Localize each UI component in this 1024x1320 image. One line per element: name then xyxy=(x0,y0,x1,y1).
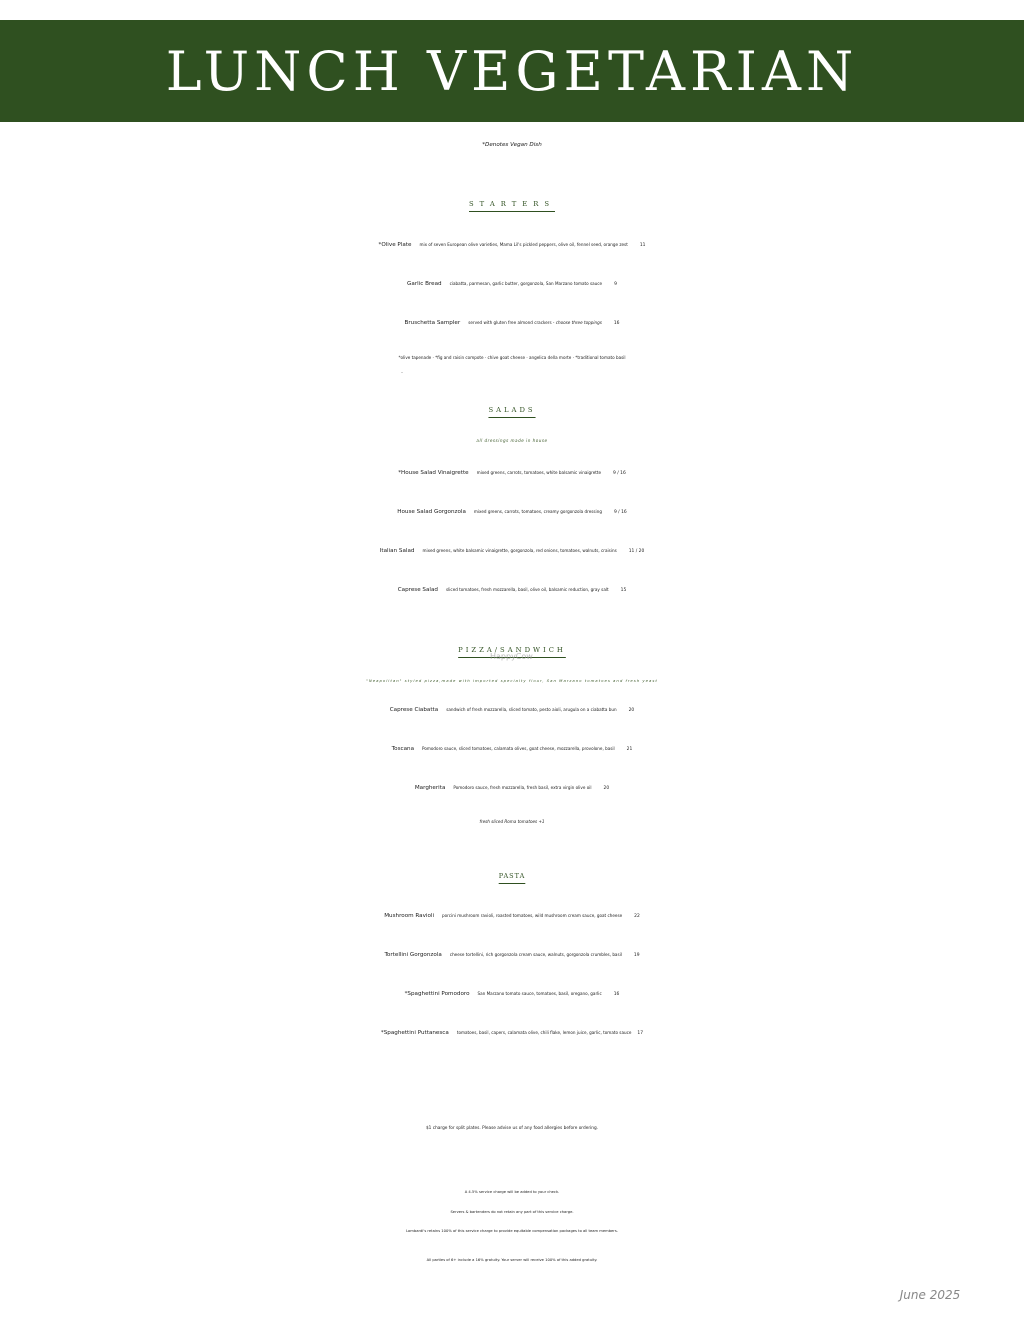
item-name: Caprese Salad xyxy=(397,587,438,593)
item-description: San Marzano tomato sauce, tomatoes, basil, oregano, garlic xyxy=(477,991,602,996)
section-subtitle-pizza: "Neapolitan" styled pizza,made with imported specialty flour, San Marzano tomatoes and fresh yeast xyxy=(366,678,658,683)
vegan-note: *Denotes Vegan Dish xyxy=(482,142,542,148)
item-description: mix of seven European olive varieties, Mama Lil's pickled peppers, olive oil, fennel seed, orange zest xyxy=(419,242,628,247)
item-name: *Spaghettini Pomodoro xyxy=(404,991,470,997)
title-banner xyxy=(0,20,1024,122)
item-name: House Salad Gorgonzola xyxy=(397,509,466,515)
item-description: Pomodoro sauce, fresh mozzarella, fresh basil, extra virgin olive oil xyxy=(453,785,592,790)
section-heading-starters: STARTERS xyxy=(469,200,555,208)
item-name: *Spaghettini Puttanesca xyxy=(380,1030,449,1036)
menu-item xyxy=(0,509,1024,515)
menu-item xyxy=(0,587,1024,593)
item-price: 9 / 16 xyxy=(613,510,627,515)
item-name: Italian Salad xyxy=(379,548,415,554)
item-name: Tortellini Gorgonzola xyxy=(384,952,442,958)
item-price: 11 / 20 xyxy=(628,549,645,554)
item-price: 16 xyxy=(613,321,620,326)
item-description: cheese tortellini, rich gorgonzola cream sauce, walnuts, gorgonzola crumbles, basil xyxy=(449,952,622,957)
item-price: 20 xyxy=(628,708,635,713)
menu-item xyxy=(0,785,1024,791)
item-name: *Olive Plate xyxy=(378,242,412,248)
item-description: sandwich of fresh mozzarella, sliced tomato, pesto aioli, arugula on a ciabatta bun xyxy=(446,707,617,712)
pizza-addon: fresh sliced Roma tomatoes +1 xyxy=(479,819,545,824)
service-charge-note: A 4.5% service charge will be added to your check. xyxy=(464,1190,560,1194)
item-name: Garlic Bread xyxy=(407,281,442,287)
item-name: *House Salad Vinaigrette xyxy=(398,470,469,476)
item-price: 20 xyxy=(603,786,610,791)
item-name: Toscana xyxy=(391,746,415,752)
section-heading-pasta: PASTA xyxy=(498,872,526,880)
item-name: Bruschetta Sampler xyxy=(404,320,461,326)
menu-item xyxy=(0,1030,1024,1036)
section-heading-salads: SALADS xyxy=(488,406,536,414)
menu-item xyxy=(0,991,1024,997)
item-price: 22 xyxy=(634,914,640,919)
service-charge-detail: Lombardi's retains 100% of this service charge to provide equitable compensation packages to all team members. xyxy=(406,1229,618,1233)
page-title: LUNCH VEGETARIAN xyxy=(165,39,859,103)
item-description: porcini mushroom ravioli, roasted tomatoes, wild mushroom cream sauce, goat cheese xyxy=(442,913,623,918)
item-name: Margherita xyxy=(414,785,446,791)
topping-options: *olive tapenade · *fig and raisin compote · chive goat cheese · angelica della morte · *traditional tomato basil xyxy=(398,355,626,360)
menu-item xyxy=(0,913,1024,919)
menu-item xyxy=(0,707,1024,713)
item-price: 9 xyxy=(614,282,617,287)
menu-item xyxy=(0,952,1024,958)
item-description: tomatoes, basil, capers, calamata olive, chili flake, lemon juice, garlic, tomato sauce xyxy=(456,1030,632,1035)
menu-item xyxy=(0,470,1024,476)
section-heading-pizza: PIZZA/SANDWICH xyxy=(458,646,566,654)
item-description: Pomodoro sauce, sliced tomatoes, calamata olives, goat cheese, mozzarella, provolone, basil xyxy=(422,746,615,751)
item-price: 9 / 16 xyxy=(613,471,626,476)
item-price: 17 xyxy=(637,1031,644,1036)
item-note: choose three toppings xyxy=(555,320,602,325)
watermark: HappyCow xyxy=(490,652,533,661)
gratuity-note: All parties of 6+ include a 16% gratuity. Your server will receive 100% of this added gratuity. xyxy=(426,1258,598,1262)
item-description: mixed greens, carrots, tomatoes, white balsamic vinaigrette xyxy=(476,470,602,475)
menu-item xyxy=(0,320,1024,326)
service-charge-detail: Servers & bartenders do not retain any part of this service charge. xyxy=(450,1210,574,1214)
item-description: served with gluten free almond crackers - xyxy=(468,320,555,325)
item-description: mixed greens, carrots, tomatoes, creamy gorgonzola dressing xyxy=(473,509,602,514)
menu-date: June 2025 xyxy=(899,1288,961,1302)
menu-item xyxy=(0,548,1024,554)
stray-dash: - xyxy=(401,370,403,375)
item-price: 21 xyxy=(626,747,633,752)
item-description: sliced tomatoes, fresh mozzarella, basil, olive oil, balsamic reduction, gray salt xyxy=(445,587,609,592)
item-price: 19 xyxy=(633,953,640,958)
menu-item xyxy=(0,242,1024,248)
item-name: Caprese Ciabatta xyxy=(389,707,439,713)
item-price: 15 xyxy=(620,588,627,593)
item-description: mixed greens, white balsamic vinaigrette, gorgonzola, red onions, tomatoes, walnuts, craisins xyxy=(422,548,617,553)
menu-item xyxy=(0,746,1024,752)
item-description: ciabatta, parmesan, garlic butter, gorgonzola, San Marzano tomato sauce xyxy=(449,281,603,286)
split-plate-note: $1 charge for split plates. Please advise us of any food allergies before ordering. xyxy=(425,1126,599,1131)
item-price: 16 xyxy=(613,992,620,997)
item-price: 11 xyxy=(639,243,646,248)
item-name: Mushroom Ravioli xyxy=(384,913,435,919)
menu-item xyxy=(0,281,1024,287)
section-subtitle-salads: all dressings made in house xyxy=(476,438,548,443)
